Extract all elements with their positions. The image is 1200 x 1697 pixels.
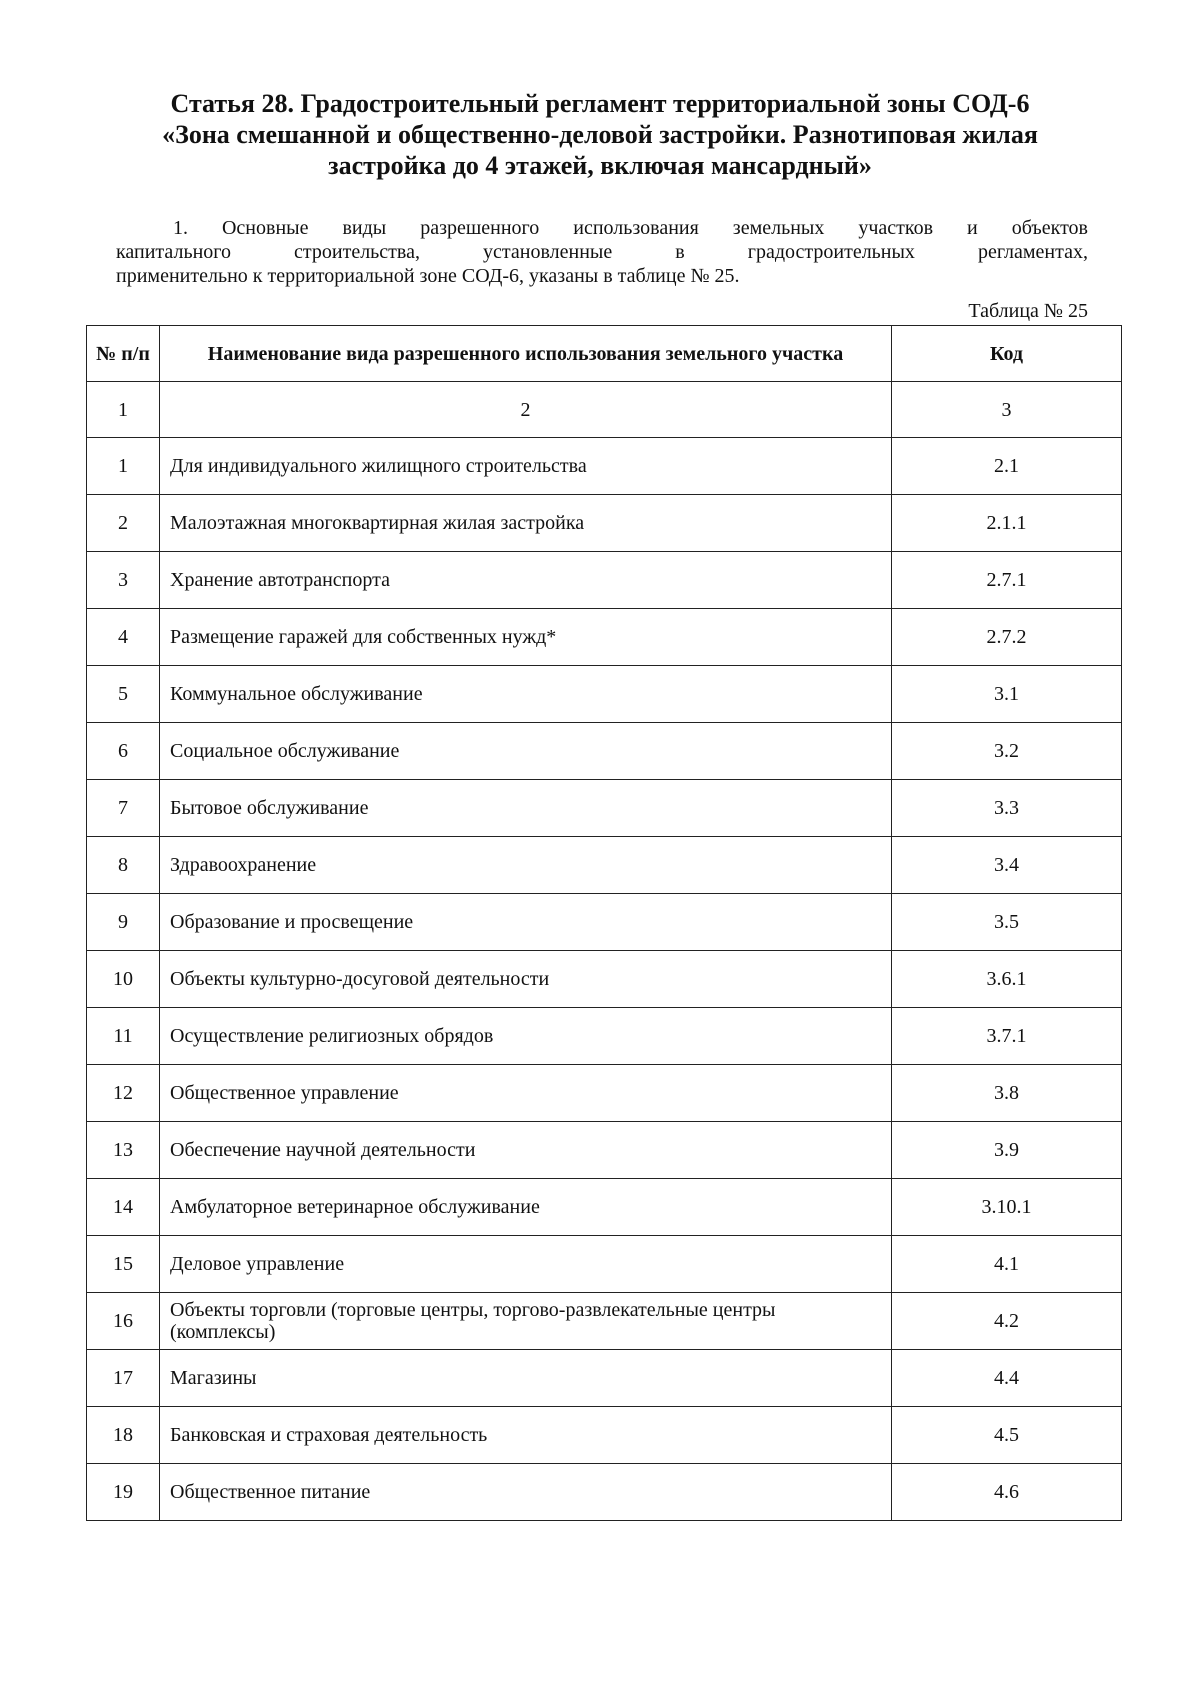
row-number: 19 (87, 1464, 160, 1521)
row-use-name: Здравоохранение (160, 837, 892, 894)
row-use-name: Хранение автотранспорта (160, 552, 892, 609)
row-code: 3.4 (892, 837, 1122, 894)
row-number: 4 (87, 609, 160, 666)
table-row (87, 1407, 1122, 1464)
row-number: 12 (87, 1065, 160, 1122)
table-row (87, 495, 1122, 552)
table-caption: Таблица № 25 (968, 300, 1088, 322)
row-use-name: Магазины (160, 1350, 892, 1407)
row-number: 14 (87, 1179, 160, 1236)
row-number: 3 (87, 552, 160, 609)
row-number: 11 (87, 1008, 160, 1065)
row-number: 10 (87, 951, 160, 1008)
row-use-name: Амбулаторное ветеринарное обслуживание (160, 1179, 892, 1236)
row-use-name: Осуществление религиозных обрядов (160, 1008, 892, 1065)
row-code: 2.1.1 (892, 495, 1122, 552)
table-body (87, 382, 1122, 1521)
row-use-name: Бытовое обслуживание (160, 780, 892, 837)
row-code: 4.6 (892, 1464, 1122, 1521)
row-use-name: Объекты торговли (торговые центры, торгово-развлекательные центры (комплексы) (160, 1293, 892, 1350)
row-number: 16 (87, 1293, 160, 1350)
title-line: «Зона смешанной и общественно-деловой застройки. Разнотиповая жилая (162, 120, 1038, 149)
row-use-name: Обеспечение научной деятельности (160, 1122, 892, 1179)
row-number: 7 (87, 780, 160, 837)
table-row (87, 552, 1122, 609)
row-use-name: Для индивидуального жилищного строительства (160, 438, 892, 495)
table-row (87, 837, 1122, 894)
table-row (87, 1350, 1122, 1407)
row-number: 8 (87, 837, 160, 894)
row-code: 2.7.1 (892, 552, 1122, 609)
table-header (87, 326, 1122, 382)
row-number: 6 (87, 723, 160, 780)
title-line: застройка до 4 этажей, включая мансардный» (328, 151, 872, 180)
row-number: 15 (87, 1236, 160, 1293)
row-number: 1 (87, 438, 160, 495)
document-title (110, 88, 1090, 181)
row-use-name: Социальное обслуживание (160, 723, 892, 780)
row-code: 3.3 (892, 780, 1122, 837)
row-code: 4.5 (892, 1407, 1122, 1464)
table-row (87, 1236, 1122, 1293)
row-use-name: Общественное питание (160, 1464, 892, 1521)
row-number: 5 (87, 666, 160, 723)
row-use-name: Размещение гаражей для собственных нужд* (160, 609, 892, 666)
row-use-name: Коммунальное обслуживание (160, 666, 892, 723)
row-code: 2.7.2 (892, 609, 1122, 666)
row-code: 3.2 (892, 723, 1122, 780)
row-code: 2.1 (892, 438, 1122, 495)
row-use-name: Общественное управление (160, 1065, 892, 1122)
column-number: 2 (160, 382, 892, 438)
intro-line: применительно к территориальной зоне СОД-6, указаны в таблице № 25. (116, 265, 740, 287)
table-row (87, 1464, 1122, 1521)
column-number: 3 (892, 382, 1122, 438)
row-number: 9 (87, 894, 160, 951)
row-code: 4.4 (892, 1350, 1122, 1407)
title-line: Статья 28. Градостроительный регламент территориальной зоны СОД-6 (170, 89, 1030, 118)
table-row (87, 1293, 1122, 1350)
table-row (87, 951, 1122, 1008)
column-number-row (87, 382, 1122, 438)
intro-paragraph (116, 216, 1088, 288)
table-row (87, 1122, 1122, 1179)
row-code: 4.1 (892, 1236, 1122, 1293)
row-use-name: Банковская и страховая деятельность (160, 1407, 892, 1464)
row-code: 3.6.1 (892, 951, 1122, 1008)
row-number: 13 (87, 1122, 160, 1179)
header-code: Код (892, 326, 1122, 382)
intro-line: 1. Основные виды разрешенного использования земельных участков и объектов (173, 217, 1088, 239)
header-num: № п/п (87, 326, 160, 382)
row-code: 3.1 (892, 666, 1122, 723)
row-number: 18 (87, 1407, 160, 1464)
row-code: 4.2 (892, 1293, 1122, 1350)
table-row (87, 438, 1122, 495)
table-row (87, 780, 1122, 837)
row-code: 3.8 (892, 1065, 1122, 1122)
table-row (87, 666, 1122, 723)
table-row (87, 609, 1122, 666)
table-row (87, 1179, 1122, 1236)
row-use-name: Образование и просвещение (160, 894, 892, 951)
table-row (87, 1008, 1122, 1065)
column-number: 1 (87, 382, 160, 438)
row-code: 3.7.1 (892, 1008, 1122, 1065)
row-code: 3.5 (892, 894, 1122, 951)
row-code: 3.10.1 (892, 1179, 1122, 1236)
row-use-name: Объекты культурно-досуговой деятельности (160, 951, 892, 1008)
row-use-name: Деловое управление (160, 1236, 892, 1293)
table-row (87, 894, 1122, 951)
table-row (87, 1065, 1122, 1122)
row-use-name: Малоэтажная многоквартирная жилая застройка (160, 495, 892, 552)
intro-line: капитального строительства, установленные в градостроительных регламентах, (116, 241, 1088, 263)
regulation-table (86, 325, 1122, 1521)
row-number: 17 (87, 1350, 160, 1407)
row-code: 3.9 (892, 1122, 1122, 1179)
header-name: Наименование вида разрешенного использования земельного участка (160, 326, 892, 382)
row-number: 2 (87, 495, 160, 552)
table-row (87, 723, 1122, 780)
